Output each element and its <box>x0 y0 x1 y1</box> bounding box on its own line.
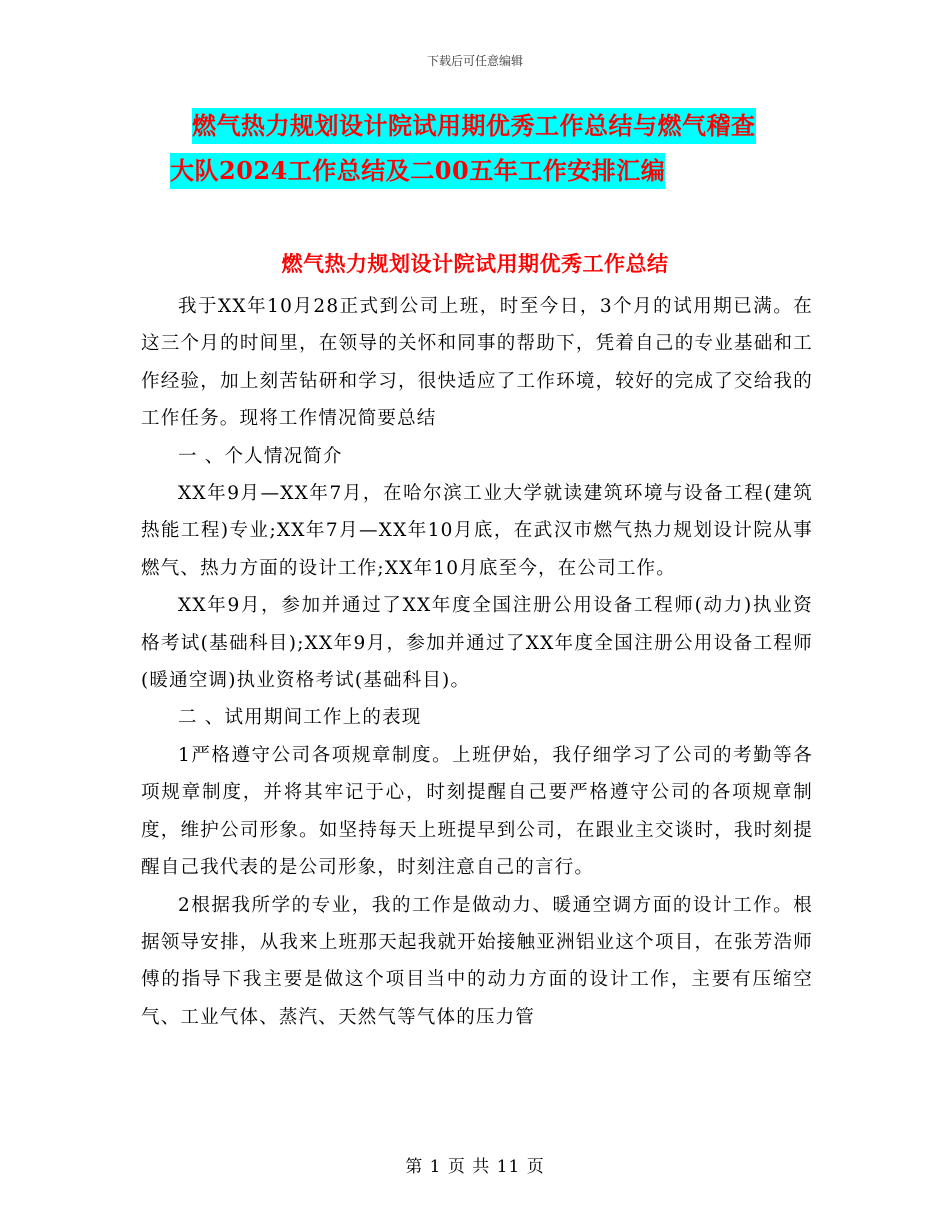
paragraph-certification: XX年9月，参加并通过了XX年度全国注册公用设备工程师(动力)执业资格考试(基础科目);XX年9月，参加并通过了XX年度全国注册公用设备工程师(暖通空调)执业资格考试(基础科目)。 <box>141 595 813 692</box>
paragraph-design-work: 2根据我所学的专业，我的工作是做动力、暖通空调方面的设计工作。根据领导安排，从我来上班那天起我就开始接触亚洲铝业这个项目，在张芳浩师傅的指导下我主要是做这个项目当中的动力方面的设计工作，主要有压缩空气、工业气体、蒸汽、天然气等气体的压力管 <box>141 894 813 1028</box>
download-note: 下载后可任意编辑 <box>426 54 523 68</box>
current-page-number: 1 <box>429 1157 442 1177</box>
title-line-2: 大队2024工作总结及二00五年工作安排汇编 <box>170 153 665 189</box>
paragraph-education: XX年9月—XX年7月，在哈尔滨工业大学就读建筑环境与设备工程(建筑热能工程)专业;XX年7月—XX年10月底，在武汉市燃气热力规划设计院从事燃气、热力方面的设计工作;XX年10月底至今，在公司工作。 <box>141 483 813 579</box>
footer-suffix: 页 <box>526 1157 545 1177</box>
heading-work-performance: 二 、试用期间工作上的表现 <box>178 707 422 729</box>
paragraph-rules: 1严格遵守公司各项规章制度。上班伊始，我仔细学习了公司的考勤等各项规章制度，并将其牢记于心，时刻提醒自己要严格遵守公司的各项规章制度，维护公司形象。如坚持每天上班提早到公司，在跟业主交谈时，我时刻提醒自己我代表的是公司形象，时刻注意自己的言行。 <box>141 744 813 879</box>
title-line-1: 燃气热力规划设计院试用期优秀工作总结与燃气稽查 <box>192 108 756 144</box>
footer-middle: 页 共 <box>447 1157 491 1177</box>
heading-personal-info: 一 、个人情况简介 <box>178 445 343 467</box>
total-pages-number: 11 <box>496 1157 521 1177</box>
section-title: 燃气热力规划设计院试用期优秀工作总结 <box>281 251 669 276</box>
document-body <box>141 288 813 1036</box>
page-footer <box>0 1152 950 1177</box>
paragraph-intro: 我于XX年10月28正式到公司上班，时至今日，3个月的试用期已满。在这三个月的时间里，在领导的关怀和同事的帮助下，凭着自己的专业基础和工作经验，加上刻苦钻研和学习，很快适应了工作环境，较好的完成了交给我的工作任务。现将工作情况简要总结 <box>141 296 813 430</box>
footer-prefix: 第 <box>405 1157 424 1177</box>
document-title <box>170 108 850 189</box>
